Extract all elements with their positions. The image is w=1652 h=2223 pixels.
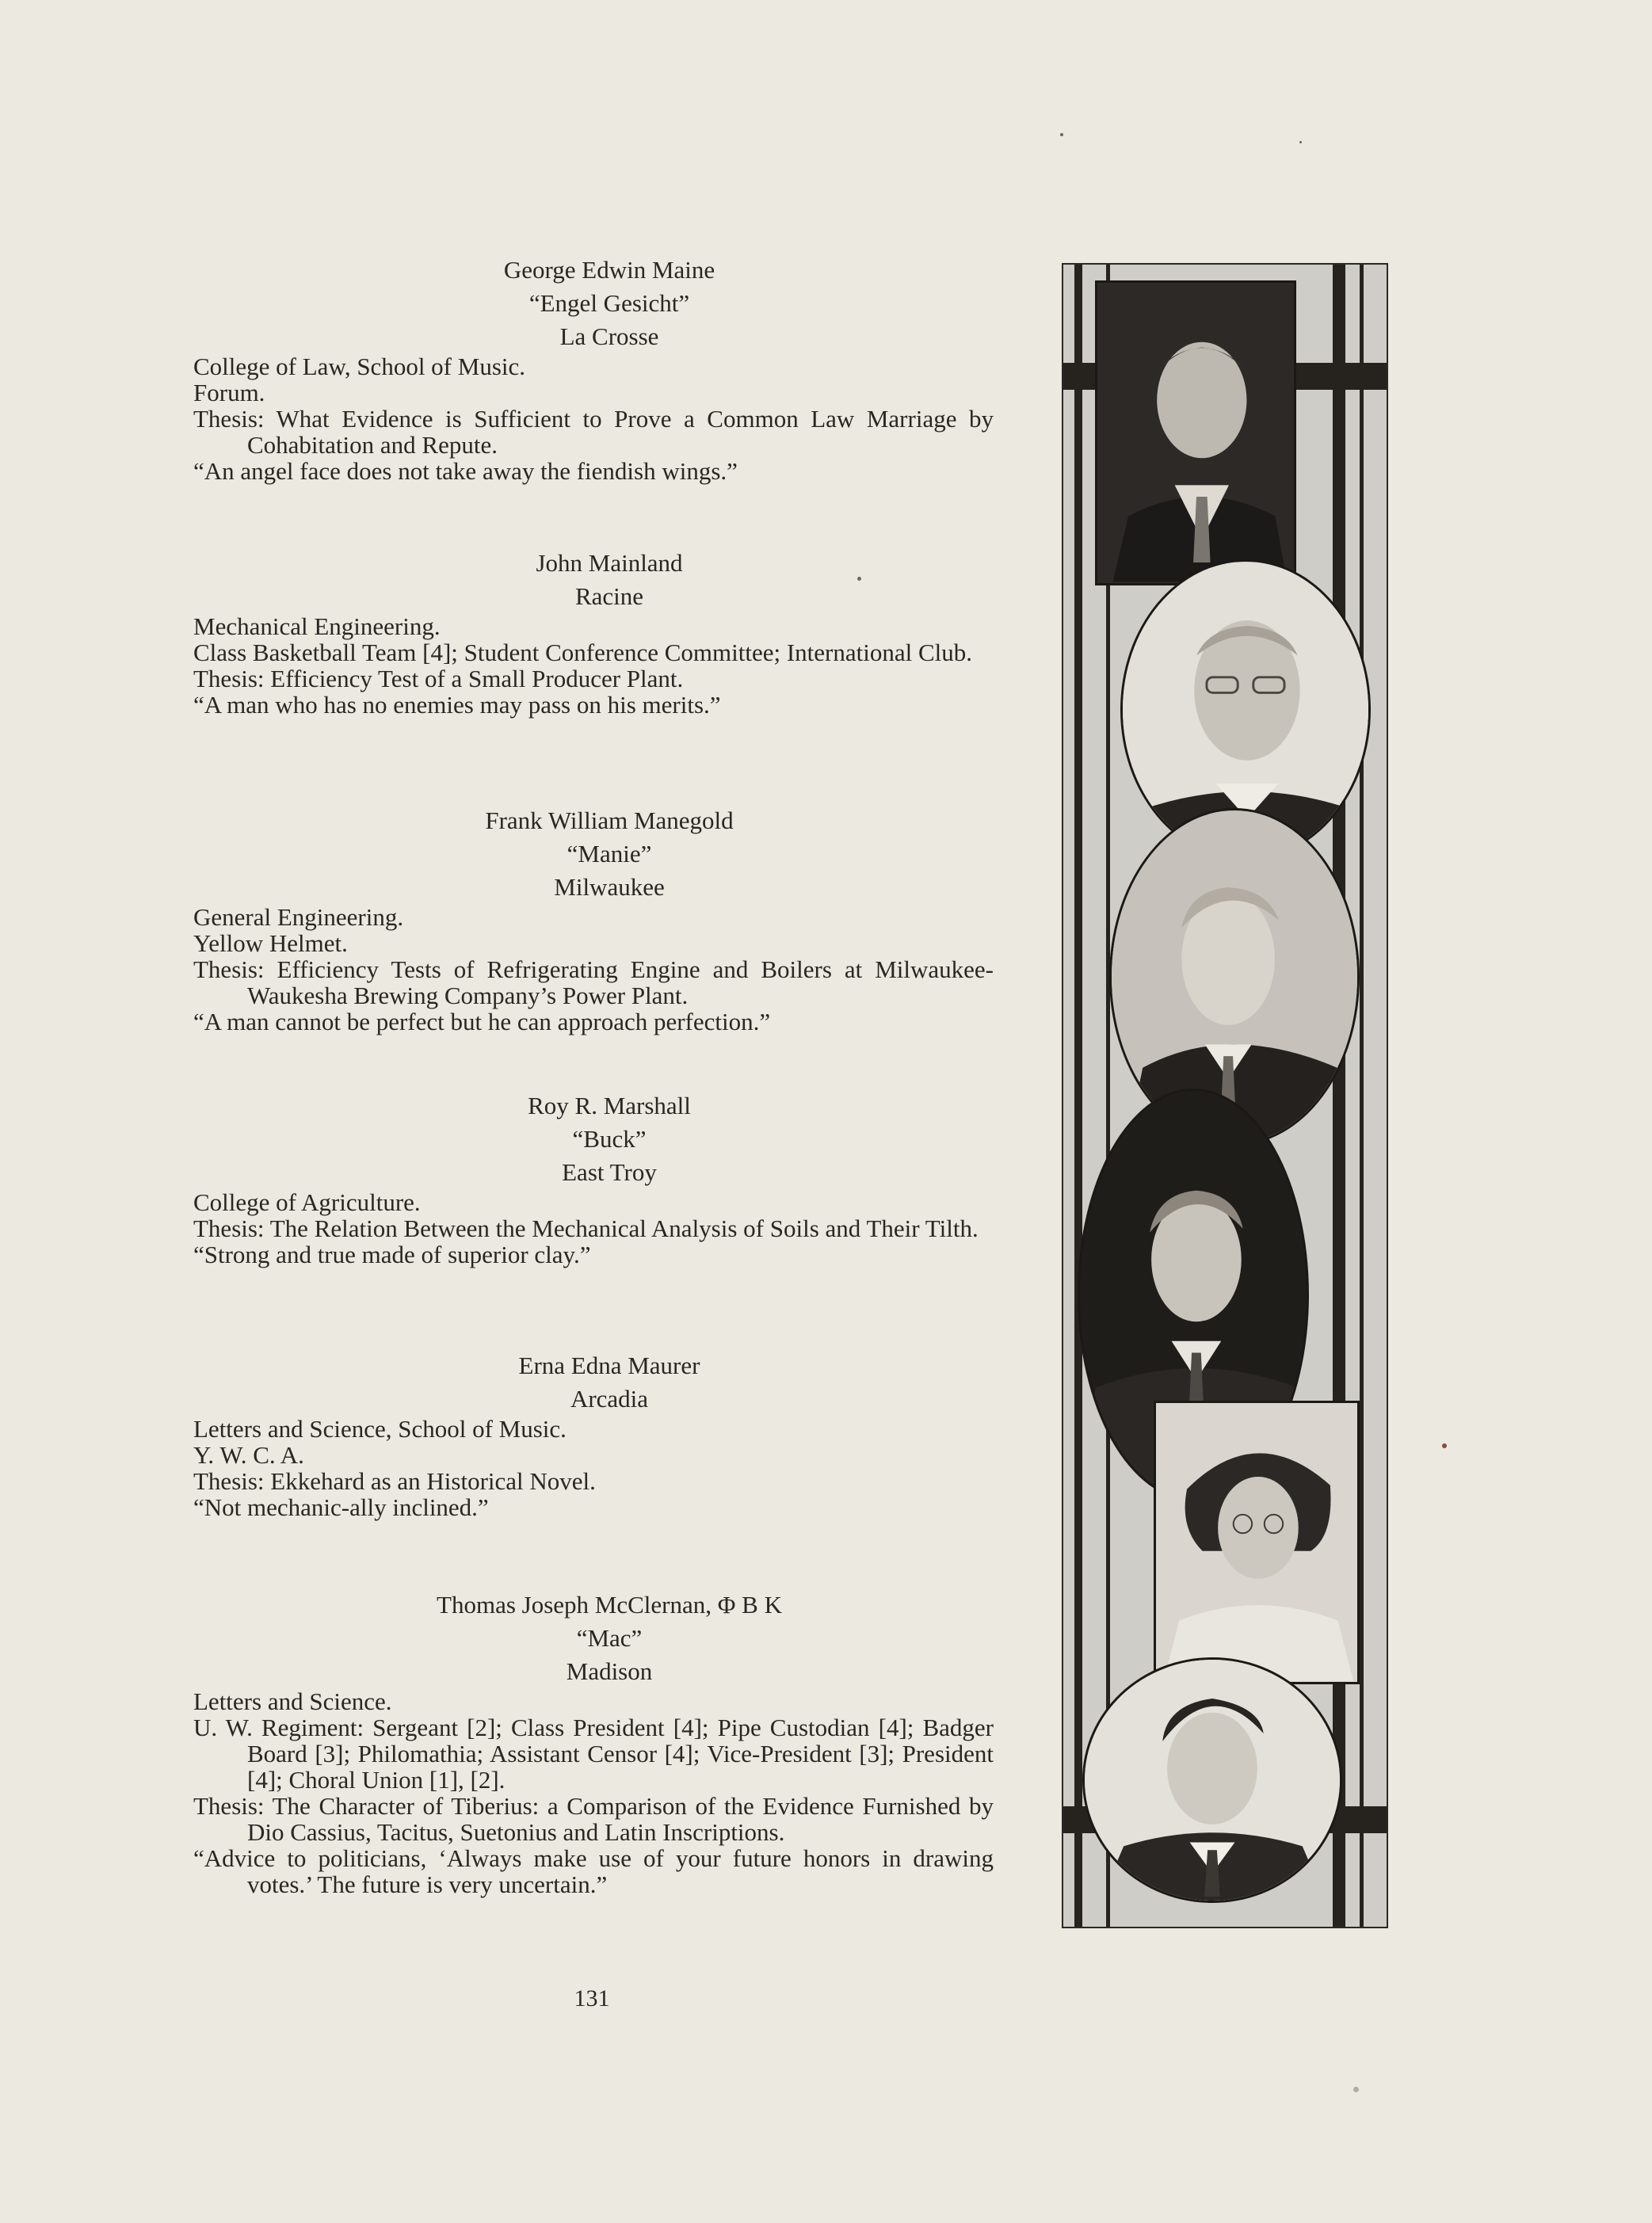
frame-stripe [1360,265,1364,1928]
entry-thesis: Thesis: The Relation Between the Mechanical Analysis of Soils and Their Tilth. [193,1214,979,1242]
portrait-column [1062,263,1388,1928]
entry-quote: “A man who has no enemies may pass on his merits.” [193,691,721,719]
portrait-woman-icon [1156,1403,1357,1682]
entry-hometown: Arcadia [570,1385,649,1413]
entry-hometown: Madison [566,1657,653,1685]
portrait-man-icon [1085,1660,1340,1901]
entry-nickname: “Manie” [567,840,652,867]
entry-line: Letters and Science, School of Music. [193,1415,567,1443]
paper-speck [1353,2087,1359,2092]
portrait-photo [1154,1401,1360,1684]
entry-erna-edna-maurer [193,1349,994,1520]
entry-hometown: Milwaukee [554,873,665,901]
entry-quote: “Not mechanic-ally inclined.” [193,1493,489,1521]
entry-line: College of Law, School of Music. [193,353,525,380]
entry-nickname: “Mac” [576,1624,643,1652]
entry-hometown: Racine [574,582,644,610]
paper-speck [1299,141,1302,143]
entry-nickname: “Engel Gesicht” [528,289,690,317]
entry-thomas-joseph-mcclernan [193,1588,994,1897]
entry-name: John Mainland [536,549,683,577]
entry-quote: “Strong and true made of superior clay.” [193,1241,591,1268]
entry-john-mainland [193,547,994,718]
entry-name: Frank William Manegold [485,806,734,834]
paper-speck [1442,1443,1447,1448]
frame-stripe [1074,265,1082,1928]
entry-name: Thomas Joseph McClernan, Φ B K [437,1591,782,1619]
entry-line: Class Basketball Team [4]; Student Conference Committee; International Club. [193,639,973,666]
entry-line: Letters and Science. [193,1687,392,1715]
entry-george-edwin-maine [193,254,994,484]
entry-quote: “Advice to politicians, ‘Always make use of your future honors in drawing votes.’ The future is very uncertain.” [193,1844,994,1898]
entry-line: U. W. Regiment: Sergeant [2]; Class President [4]; Pipe Custodian [4]; Badger Board [3]; Philomathia; Assistant Censor [4]; Vice-President [3]; President [4]; Choral Union [1], [2]. [193,1714,994,1794]
entry-line: General Engineering. [193,903,404,931]
entry-thesis: Thesis: Ekkehard as an Historical Novel. [193,1467,596,1495]
entry-line: Forum. [193,379,265,406]
entry-name: Erna Edna Maurer [518,1352,700,1379]
page-number: 131 [574,1985,610,2011]
entry-nickname: “Buck” [572,1125,647,1153]
entry-thesis: Thesis: Efficiency Test of a Small Producer Plant. [193,665,684,692]
paper-speck [857,577,861,581]
portrait-photo [1109,808,1360,1146]
entry-name: George Edwin Maine [503,256,715,284]
entry-line: Y. W. C. A. [193,1441,304,1469]
entry-name: Roy R. Marshall [528,1092,691,1119]
portrait-man-icon [1112,810,1357,1143]
portrait-photo [1095,280,1296,585]
entry-thesis: Thesis: What Evidence is Sufficient to Prove a Common Law Marriage by Cohabitation and Repute. [193,405,994,459]
entry-thesis: Thesis: Efficiency Tests of Refrigerating Engine and Boilers at Milwaukee-Waukesha Brewing Company’s Power Plant. [193,955,994,1009]
entry-quote: “An angel face does not take away the fiendish wings.” [193,457,738,485]
entry-roy-r-marshall [193,1089,994,1268]
portrait-man-icon [1097,283,1294,583]
entry-thesis: Thesis: The Character of Tiberius: a Comparison of the Evidence Furnished by Dio Cassius, Tacitus, Suetonius and Latin Inscriptions. [193,1792,994,1846]
entry-line: College of Agriculture. [193,1188,421,1216]
entry-frank-william-manegold [193,804,994,1035]
entry-quote: “A man cannot be perfect but he can approach perfection.” [193,1008,771,1035]
portrait-photo [1082,1657,1342,1903]
entry-line: Yellow Helmet. [193,929,348,957]
entry-hometown: East Troy [562,1158,657,1186]
paper-speck [1060,133,1063,136]
entry-hometown: La Crosse [559,322,659,350]
entry-line: Mechanical Engineering. [193,612,441,640]
